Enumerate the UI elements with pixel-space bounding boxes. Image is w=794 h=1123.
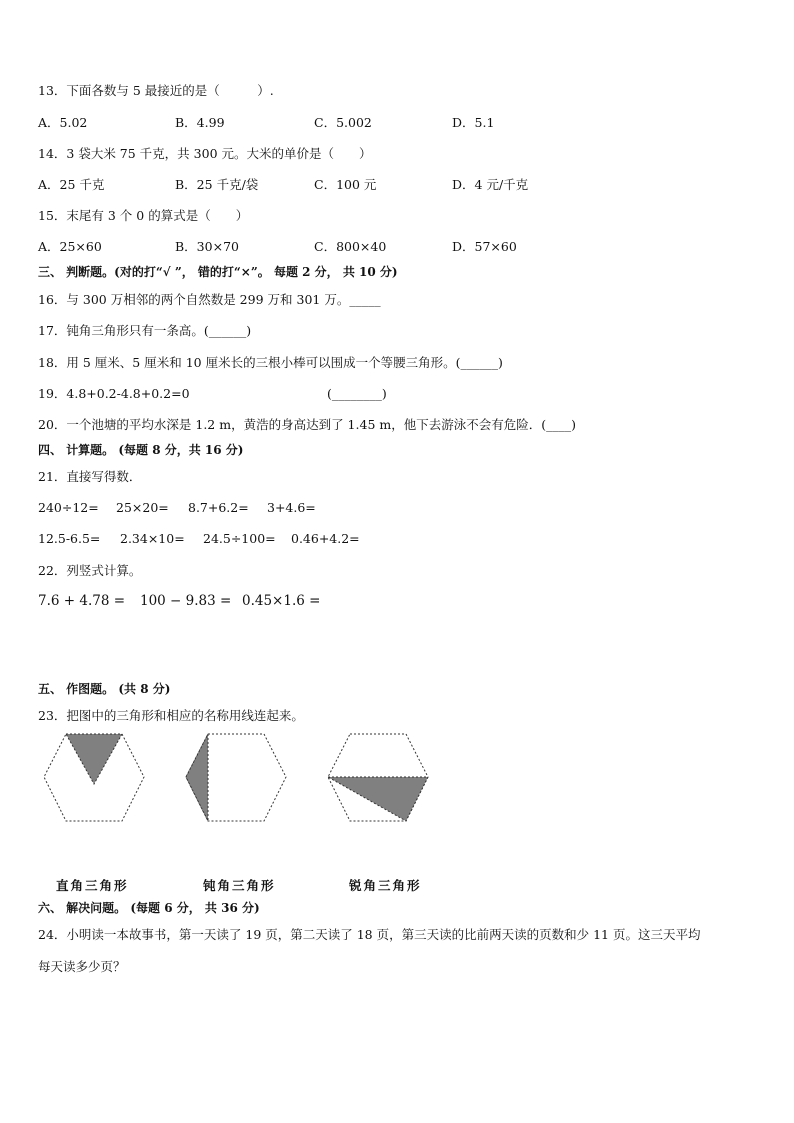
q21-item: 12.5-6.5=	[38, 531, 101, 546]
q23-stem: 23．把图中的三角形和相应的名称用线连起来。	[38, 708, 304, 723]
q14-option-d: D．4 元/千克	[452, 177, 529, 192]
q15-option-c: C．800×40	[314, 239, 387, 254]
q13-option-b: B．4.99	[175, 115, 225, 130]
q21-stem: 21．直接写得数．	[38, 469, 142, 484]
q18: 18．用 5 厘米、5 厘米和 10 厘米长的三根小棒可以围成一个等腰三角形。(______)	[38, 355, 503, 370]
hexagon-figure-acute-triangle	[326, 728, 430, 824]
q15-option-b: B．30×70	[175, 239, 239, 254]
q13-option-d: D．5.1	[452, 115, 495, 130]
section-5-heading: 五、 作图题。 (共 8 分)	[38, 682, 171, 696]
q13-stem: 13．下面各数与 5 最接近的是（ ）.	[38, 83, 274, 98]
q22-item: 100 − 9.83 =	[140, 593, 232, 609]
q21-item: 25×20=	[116, 500, 169, 515]
q22-item: 7.6 + 4.78 =	[38, 593, 126, 609]
shaded-triangle	[328, 777, 428, 821]
q22-item: 0.45×1.6 =	[242, 593, 321, 609]
q15-option-a: A．25×60	[38, 239, 102, 254]
label-obtuse-triangle: 钝角三角形	[203, 878, 276, 893]
q14-option-a: A．25 千克	[38, 177, 105, 192]
q14-option-b: B．25 千克/袋	[175, 177, 259, 192]
q20: 20．一个池塘的平均水深是 1.2 m，黄浩的身高达到了 1.45 m，他下去游泳不会有危险．(____)	[38, 417, 576, 432]
q14-option-c: C．100 元	[314, 177, 377, 192]
q15-option-d: D．57×60	[452, 239, 517, 254]
q21-item: 8.7+6.2=	[188, 500, 249, 515]
q13-option-c: C．5.002	[314, 115, 372, 130]
section-6-heading: 六、 解决问题。 (每题 6 分， 共 36 分)	[38, 901, 260, 915]
label-acute-triangle: 锐角三角形	[349, 878, 422, 893]
q21-item: 3+4.6=	[267, 500, 316, 515]
q24-line2: 每天读多少页？	[38, 959, 126, 974]
q17: 17．钝角三角形只有一条高。(______)	[38, 323, 252, 338]
q21-item: 0.46+4.2=	[291, 531, 360, 546]
section-4-heading: 四、 计算题。 (每题 8 分，共 16 分)	[38, 443, 244, 457]
q24-line1: 24．小明读一本故事书，第一天读了 19 页，第二天读了 18 页，第三天读的比前两天读的页数和少 11 页。这三天平均	[38, 927, 701, 942]
shaded-triangle	[66, 734, 122, 784]
q19: 19．4.8+0.2-4.8+0.2=0 (________)	[38, 386, 387, 401]
section-3-heading: 三、 判断题。(对的打“√ ”， 错的打“×”。 每题 2 分， 共 10 分)	[38, 265, 398, 279]
q15-stem: 15．末尾有 3 个 0 的算式是（ ）	[38, 208, 249, 223]
q21-item: 240÷12=	[38, 500, 99, 515]
hexagon-figure-obtuse-triangle	[184, 728, 288, 824]
q21-item: 24.5÷100=	[203, 531, 276, 546]
q13-option-a: A．5.02	[38, 115, 88, 130]
q21-item: 2.34×10=	[120, 531, 185, 546]
q22-stem: 22．列竖式计算。	[38, 563, 142, 578]
shaded-triangle	[186, 734, 208, 821]
q14-stem: 14．3 袋大米 75 千克，共 300 元。大米的单价是（ ）	[38, 146, 372, 161]
hexagon-figure-right-triangle	[42, 728, 146, 824]
q16: 16．与 300 万相邻的两个自然数是 299 万和 301 万。_____	[38, 292, 381, 307]
label-right-triangle: 直角三角形	[56, 878, 129, 893]
